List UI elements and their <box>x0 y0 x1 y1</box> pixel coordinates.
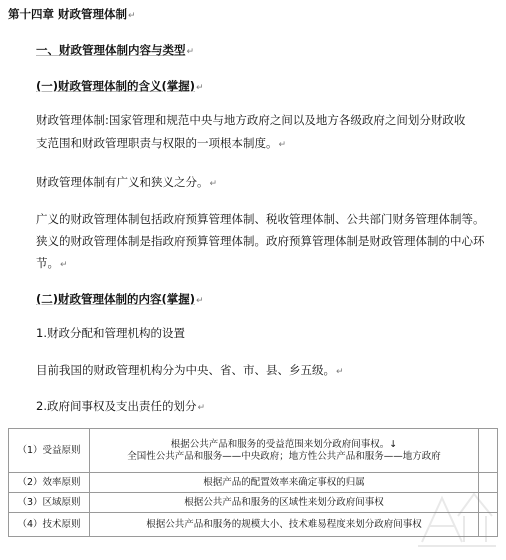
list-item-1-text: 目前我国的财政管理机构分为中央、省、市、县、乡五级。↵ <box>36 363 344 377</box>
subsection-title-2: (二)财政管理体制的内容(掌握)↵ <box>36 292 204 306</box>
paragraph-broad-line-1: 广义的财政管理体制包括政府预算管理体制、税收管理体制、公共部门财务管理体制等。 <box>36 212 485 226</box>
principle-description-cell: 根据公共产品和服务的规模大小、技术难易程度来划分政府间事权 <box>90 513 479 537</box>
watermark-logo <box>414 486 500 552</box>
list-item-1: 1.财政分配和管理机构的设置 <box>36 326 185 340</box>
principle-description-line-2: 全国性公共产品和服务——中央政府；地方性公共产品和服务——地方政府 <box>127 450 441 462</box>
principle-description-cell: 根据公共产品和服务的区域性来划分政府间事权 <box>90 493 479 513</box>
principle-name-cell: （3）区域原则 <box>9 493 90 513</box>
principle-name-cell: （1）受益原则 <box>9 429 90 473</box>
paragraph-broad-line-2: 狭义的财政管理体制是指政府预算管理体制。政府预算管理体制是财政管理体制的中心环 <box>36 234 485 248</box>
principle-name-cell: （2）效率原则 <box>9 473 90 493</box>
paragraph-broad-line-3: 节。↵ <box>36 256 68 270</box>
principle-description-cell <box>90 429 479 473</box>
table-row <box>9 429 498 473</box>
table-row-end-cell <box>479 429 498 473</box>
chapter-title: 第十四章 财政管理体制↵ <box>8 7 136 21</box>
paragraph-definition-line-2: 支范围和财政管理职责与权限的一项根本制度。↵ <box>36 136 287 150</box>
paragraph-scope: 财政管理体制有广义和狭义之分。↵ <box>36 175 218 189</box>
principle-description-cell: 根据产品的配置效率来确定事权的归属 <box>90 473 479 493</box>
principle-description-line-1: 根据公共产品和服务的受益范围来划分政府间事权。↓ <box>170 438 398 450</box>
paragraph-definition-line-1: 财政管理体制:国家管理和规范中央与地方政府之间以及地方各级政府之间划分财政收 <box>36 113 466 127</box>
list-item-2: 2.政府间事权及支出责任的划分↵ <box>36 399 206 413</box>
subsection-title-1: (一)财政管理体制的含义(掌握)↵ <box>36 79 204 93</box>
section-title: 一、财政管理体制内容与类型↵ <box>36 43 195 57</box>
principle-name-cell: （4）技术原则 <box>9 513 90 537</box>
